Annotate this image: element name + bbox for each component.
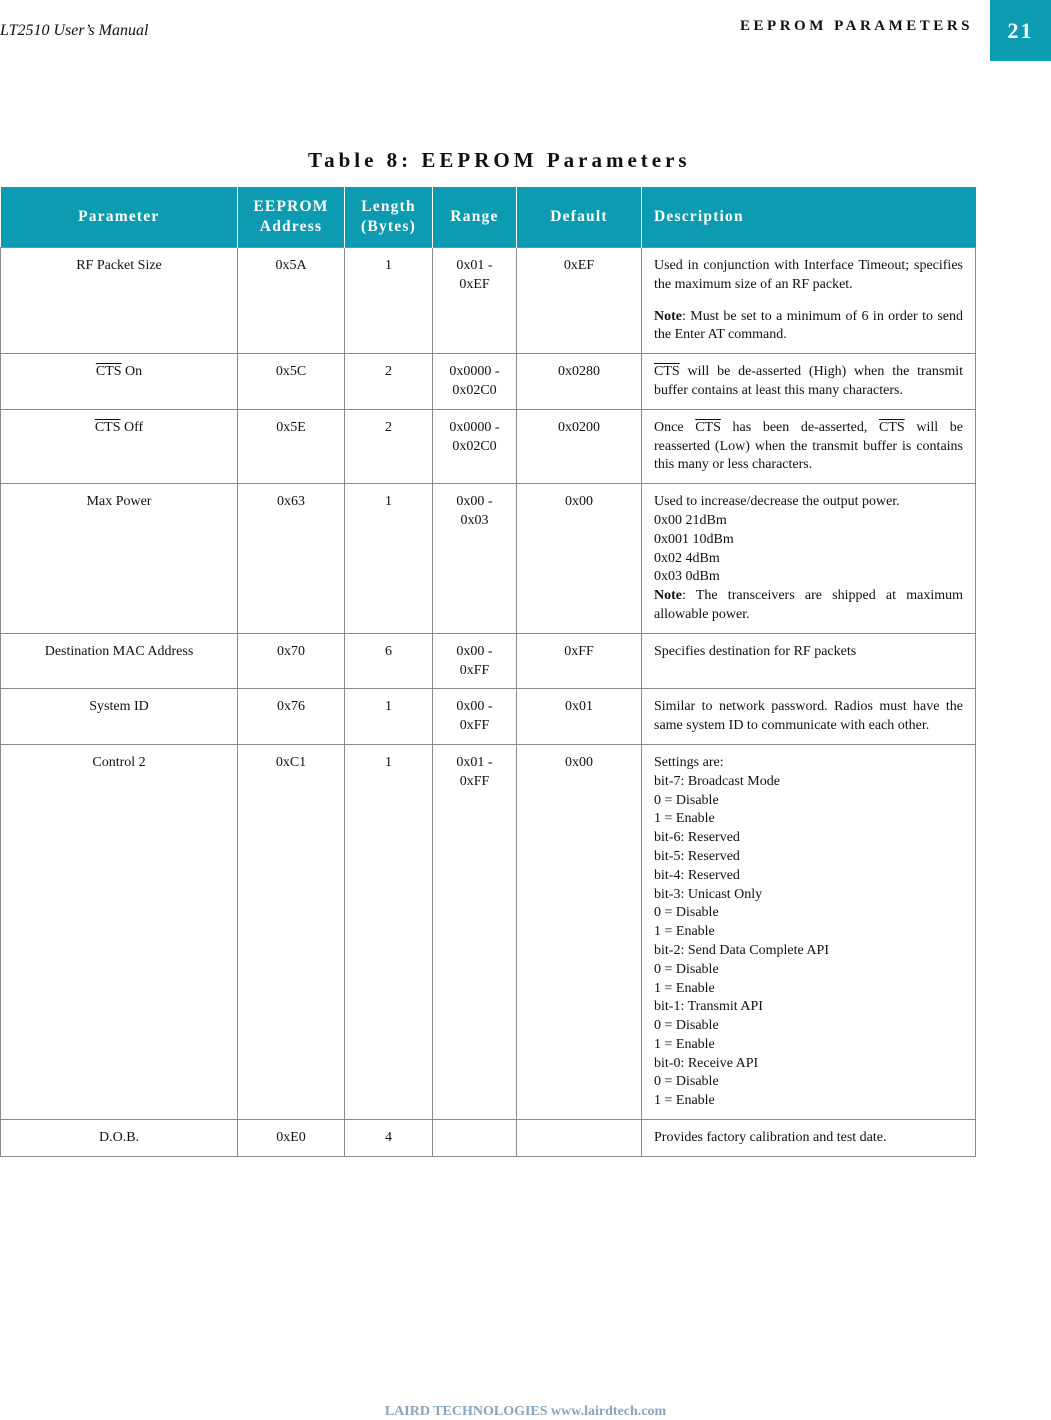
cell-range <box>433 248 517 354</box>
range-line1: 0x00 - <box>456 699 493 715</box>
cell-parameter: System ID <box>1 689 238 745</box>
desc-line: 0x03 0dBm <box>654 569 720 585</box>
range-line2: 0xFF <box>459 718 490 734</box>
cell-default: 0x0280 <box>517 354 642 410</box>
table-row <box>1 248 976 354</box>
cell-address: 0x5E <box>238 409 345 483</box>
range-line1: 0x0000 - <box>449 419 500 435</box>
range-line2: 0x02C0 <box>452 438 497 454</box>
section-title: EEPROM PARAMETERS <box>740 18 973 34</box>
desc-text: Similar to network password. Radios must have the same system ID to communicate with each other. <box>654 699 963 734</box>
cell-address: 0x5A <box>238 248 345 354</box>
cell-description <box>642 248 976 354</box>
footer-text: LAIRD TECHNOLOGIES www.lairdtech.com <box>384 1404 667 1419</box>
cell-length: 2 <box>345 409 433 483</box>
cell-length: 6 <box>345 633 433 689</box>
desc-line: bit-6: Reserved <box>654 830 740 846</box>
desc-text: Specifies destination for RF packets <box>654 643 857 659</box>
table-row <box>1 744 976 1119</box>
cell-length: 2 <box>345 354 433 410</box>
range-line2: 0x02C0 <box>452 382 497 398</box>
desc-text: Used in conjunction with Interface Timeout; specifies the maximum size of an RF packet. <box>654 258 963 292</box>
desc-line: 1 = Enable <box>654 924 715 940</box>
cell-parameter <box>1 354 238 410</box>
col-header-length-line2: (Bytes) <box>361 218 416 235</box>
table-row <box>1 354 976 410</box>
desc-line: 0x02 4dBm <box>654 550 720 566</box>
col-header-address-line1: EEPROM <box>253 198 329 215</box>
cts-overline: $\overline{CTS}$ <box>879 419 905 435</box>
cell-description <box>642 633 976 689</box>
note-text: : The transceivers are shipped at maximum allowable power. <box>654 588 963 622</box>
range-line1: 0x00 - <box>456 643 493 659</box>
desc-line: bit-7: Broadcast Mode <box>654 773 780 789</box>
cell-range <box>433 484 517 634</box>
cell-range <box>433 1120 517 1157</box>
cell-description <box>642 1120 976 1157</box>
col-header-length-line1: Length <box>361 198 416 215</box>
desc-note <box>654 308 963 346</box>
cell-description <box>642 354 976 410</box>
desc-line: 0 = Disable <box>654 961 719 977</box>
cell-description <box>642 409 976 483</box>
desc-text <box>654 419 963 475</box>
cell-address: 0x70 <box>238 633 345 689</box>
col-header-length <box>345 187 433 248</box>
desc-text: Provides factory calibration and test date. <box>654 1130 887 1146</box>
desc-line: 0 = Disable <box>654 905 719 921</box>
range-line1: 0x0000 - <box>449 364 500 380</box>
cell-range <box>433 354 517 410</box>
col-header-address <box>238 187 345 248</box>
cell-range <box>433 689 517 745</box>
cell-length: 4 <box>345 1120 433 1157</box>
cell-address: 0xC1 <box>238 744 345 1119</box>
cell-default: 0x0200 <box>517 409 642 483</box>
col-header-parameter: Parameter <box>1 187 238 248</box>
table-row <box>1 1120 976 1157</box>
desc-text <box>654 363 963 401</box>
cell-parameter: D.O.B. <box>1 1120 238 1157</box>
cell-address: 0x76 <box>238 689 345 745</box>
desc-line: 1 = Enable <box>654 1036 715 1052</box>
table-row <box>1 409 976 483</box>
cell-default <box>517 1120 642 1157</box>
desc-line: bit-5: Reserved <box>654 848 740 864</box>
cell-parameter <box>1 409 238 483</box>
col-header-description: Description <box>642 187 976 248</box>
page-number: 21 <box>1007 17 1034 43</box>
desc-line: 0 = Disable <box>654 1018 719 1034</box>
desc-line: bit-2: Send Data Complete API <box>654 942 829 958</box>
parameter-suffix: On <box>121 364 143 380</box>
desc-body: will be de-asserted (High) when the transmit buffer contains at least this many characters. <box>654 364 963 398</box>
desc-line: 0x001 10dBm <box>654 531 734 547</box>
desc-part1: Once <box>654 419 696 435</box>
desc-line: 0 = Disable <box>654 1074 719 1090</box>
range-line2: 0x03 <box>460 512 489 528</box>
cell-length: 1 <box>345 689 433 745</box>
desc-line: 0x00 21dBm <box>654 512 727 528</box>
note-text: : Must be set to a minimum of 6 in order to send the Enter AT command. <box>654 308 963 343</box>
desc-note <box>654 587 963 625</box>
desc-line: Used to increase/decrease the output power. <box>654 494 900 510</box>
note-label: Note <box>654 588 682 604</box>
eeprom-parameters-table <box>0 187 976 1157</box>
table-row <box>1 484 976 634</box>
cell-address: 0xE0 <box>238 1120 345 1157</box>
cts-overline: $\overline{CTS}$ <box>695 419 721 435</box>
cell-length: 1 <box>345 744 433 1119</box>
cell-address: 0x63 <box>238 484 345 634</box>
col-header-default: Default <box>517 187 642 248</box>
table-row <box>1 689 976 745</box>
desc-line: bit-3: Unicast Only <box>654 886 763 902</box>
range-line2: 0xEF <box>459 276 490 292</box>
range-line2: 0xFF <box>459 773 490 789</box>
cell-address: 0x5C <box>238 354 345 410</box>
cell-parameter: Destination MAC Address <box>1 633 238 689</box>
range-line2: 0xFF <box>459 662 490 678</box>
page-number-tab <box>990 0 1051 61</box>
cell-range <box>433 409 517 483</box>
cts-overline: $\overline{CTS}$ <box>94 419 121 435</box>
cell-range <box>433 633 517 689</box>
desc-line: 1 = Enable <box>654 980 715 996</box>
cell-parameter: Max Power <box>1 484 238 634</box>
desc-line: 0 = Disable <box>654 792 719 808</box>
cell-length: 1 <box>345 484 433 634</box>
cell-default: 0x01 <box>517 689 642 745</box>
range-line1: 0x00 - <box>456 494 493 510</box>
desc-line: Settings are: <box>654 754 724 770</box>
cell-default: 0xFF <box>517 633 642 689</box>
desc-line: 1 = Enable <box>654 811 715 827</box>
cell-description <box>642 744 976 1119</box>
cell-description <box>642 689 976 745</box>
cell-default: 0x00 <box>517 484 642 634</box>
cell-description <box>642 484 976 634</box>
desc-line: bit-1: Transmit API <box>654 999 763 1015</box>
col-header-range: Range <box>433 187 517 248</box>
cts-overline: $\overline{CTS}$ <box>654 364 680 380</box>
cell-default: 0xEF <box>517 248 642 354</box>
desc-part2: has been de-asserted, <box>720 419 880 435</box>
cell-parameter: RF Packet Size <box>1 248 238 354</box>
desc-line: bit-0: Receive API <box>654 1055 759 1071</box>
range-line1: 0x01 - <box>456 258 493 273</box>
desc-line: bit-4: Reserved <box>654 867 740 883</box>
col-header-address-line2: Address <box>259 218 323 235</box>
desc-line: 1 = Enable <box>654 1093 715 1109</box>
table-row <box>1 633 976 689</box>
cell-length: 1 <box>345 248 433 354</box>
cts-overline: $\overline{CTS}$ <box>95 364 122 380</box>
desc-part3: will be reasserted (Low) when the transmit buffer is contains this many or less characters. <box>654 419 963 473</box>
cell-default: 0x00 <box>517 744 642 1119</box>
table-title: Table 8: EEPROM Parameters <box>308 148 691 172</box>
table-header-row <box>1 187 976 248</box>
range-line1: 0x01 - <box>456 754 493 770</box>
manual-title: LT2510 User’s Manual <box>0 22 149 39</box>
cell-range <box>433 744 517 1119</box>
parameter-suffix: Off <box>120 419 144 435</box>
note-label: Note <box>654 308 682 324</box>
cell-parameter: Control 2 <box>1 744 238 1119</box>
